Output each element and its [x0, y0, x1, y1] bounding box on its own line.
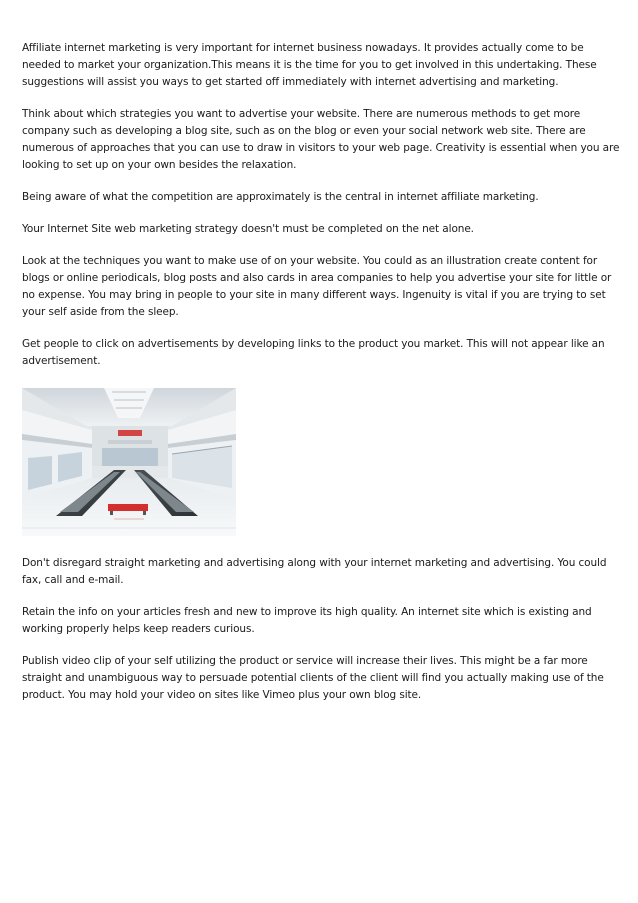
paragraph-strategies: Think about which strategies you want to advertise your website. There are numerous methods to get more company such as developing a blog site, such as on the blog or even your social network web site. There are numerous of approaches that you can use to draw in visitors to your web page. Creativity is essential when you are looking to set up on your own besides the relaxation.	[22, 108, 620, 171]
paragraph-offline-strategy: Your Internet Site web marketing strategy doesn't must be completed on the net alone.	[22, 223, 474, 235]
paragraph-direct-marketing: Don't disregard straight marketing and advertising along with your internet marketing and advertising. You could fax, call and e-mail.	[22, 557, 607, 586]
paragraph-competition: Being aware of what the competition are approximately is the central in internet affiliate marketing.	[22, 191, 539, 203]
document-page	[22, 40, 622, 719]
mall-interior-photo	[22, 388, 236, 536]
paragraph-click-ads: Get people to click on advertisements by developing links to the product you market. This will not appear like an advertisement.	[22, 338, 605, 367]
paragraph-fresh-content: Retain the info on your articles fresh and new to improve its high quality. An internet site which is existing and working properly helps keep readers curious.	[22, 606, 592, 635]
paragraph-techniques: Look at the techniques you want to make use of on your website. You could as an illustration create content for blogs or online periodicals, blog posts and also cards in area companies to help you advertise your site for little or no expense. You may bring in people to your site in many different ways. Ingenuity is vital if you are trying to set your self aside from the sleep.	[22, 255, 612, 318]
paragraph-video-clip: Publish video clip of your self utilizing the product or service will increase their lives. This might be a far more straight and unambiguous way to persuade potential clients of the client will find you actually making use of the product. You may hold your video on sites like Vimeo plus your own blog site.	[22, 655, 604, 701]
paragraph-affiliate-intro: Affiliate internet marketing is very important for internet business nowadays. It provides actually come to be needed to market your organization.This means it is the time for you to get involved in this undertaking. These suggestions will assist you ways to get started off immediately with internet advertising and marketing.	[22, 42, 597, 88]
